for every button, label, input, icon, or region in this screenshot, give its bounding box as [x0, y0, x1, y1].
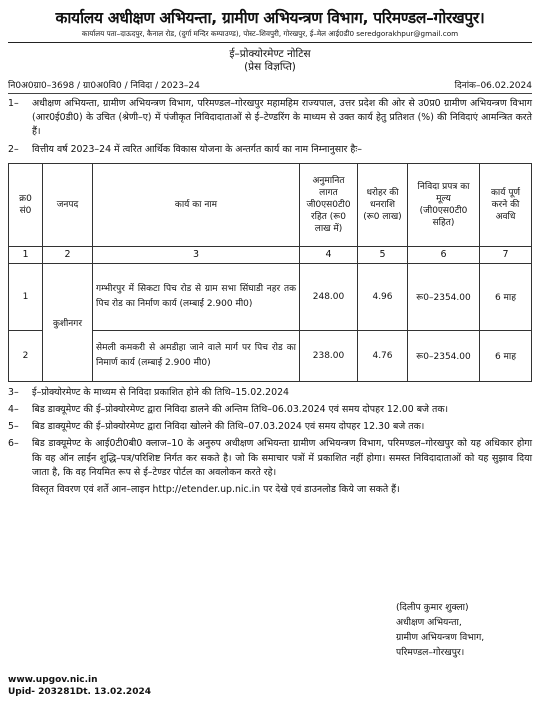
header-sno: क्र0 सं0: [9, 163, 43, 246]
row-cost: 238.00: [300, 330, 358, 381]
reference-row: [8, 78, 532, 94]
index-cell: 5: [358, 246, 408, 263]
row-work-name: सेमली कमकरी से अमडीहा जाने वाले मार्ग पर पिच रोड का निमार्ण कार्य (लम्बाई 2.900 मी0): [93, 330, 300, 381]
row-fee: रू0–2354.00: [408, 330, 480, 381]
row-fee: रू0–2354.00: [408, 263, 480, 330]
row-work-name: गम्भीरपुर में सिकटा पिच रोड से ग्राम सभा सिंघाडी नहर तक पिच रोड का निर्माण कार्य (लम्बाई 2.900 मी0): [93, 263, 300, 330]
paragraph-number: 2–: [8, 143, 19, 155]
index-cell: 2: [43, 246, 93, 263]
details-text: विस्तृत विवरण एवं शर्ते आन–लाइन http://etender.up.nic.in पर देखे एवं डाउनलोड किये जा सकते हैं।: [32, 484, 400, 496]
paragraph-number: 1–: [8, 98, 19, 109]
point-text: बिड डाक्यूमेण्ट की ई–प्रोक्योरमेण्ट द्वारा निविदा डालने की अन्तिम तिथि–06.03.2024 एवं समय दोपहर 12.00 बजे तक।: [32, 404, 449, 416]
reference-number: नि0अ0ग्रा0–3698 / ग्रा0अ0वि0 / निविदा / 2023–24: [8, 81, 200, 91]
table-header-row: [9, 163, 532, 246]
point-number: 4–: [8, 404, 19, 416]
paragraph-1: [8, 97, 532, 140]
header-work-name: कार्य का नाम: [93, 163, 300, 246]
header-deposit: धरोहर की धनराशि (रू0 लाख): [358, 163, 408, 246]
index-cell: 4: [300, 246, 358, 263]
point-4: [8, 403, 532, 417]
table-index-row: [9, 246, 532, 263]
office-title: कार्यालय अधीक्षण अभियन्ता, ग्रामीण अभियन्त्रण विभाग, परिमण्डल–गोरखपुर।: [55, 9, 485, 27]
point-number: 3–: [8, 386, 19, 398]
index-cell: 3: [93, 246, 300, 263]
header-estimated-cost: अनुमानित लागत जी0एस0टी0 रहित (रू0 लाख में): [300, 163, 358, 246]
footer-website: www.upgov.nic.in: [8, 675, 98, 685]
point-text: ई–प्रोक्योरमेण्ट के माध्यम से निविदा प्रकाशित होने की तिथि–15.02.2024: [32, 386, 290, 398]
point-text: बिड डाक्यूमेण्ट के आई0टी0बी0 क्लाज–10 के अनुरुप अधीक्षण अभियन्ता ग्रामीण अभियन्त्रण विभाग, परिमण्डल–गोरखपुर को यह अधिकार होगा कि वह ऑन लाईन शुद्धि–पत्र/परिशिष्ट निर्गत कर सकते है। जो कि समाचार पत्रों में प्रकाशित नहीं होगा। समस्त निविदादाताओं को यह सुझाव दिया जाता है, कि वह नियमित रूप से ई–टेण्डर पोर्टल का अवलोकन करते रहे।: [32, 438, 532, 478]
row-district: कुशीनगर: [43, 263, 93, 381]
point-5: [8, 420, 532, 434]
point-6: [8, 437, 532, 480]
header-tender-fee: निविदा प्रपत्र का मूल्य (जी0एस0टी0 सहित): [408, 163, 480, 246]
header-district: जनपद: [43, 163, 93, 246]
row-period: 6 माह: [480, 330, 532, 381]
point-text: बिड डाक्यूमेण्ट की ई–प्रोक्योरमेण्ट द्वारा निविदा खोलने की तिथि–07.03.2024 एवं समय दोपहर 12.30 बजे तक।: [32, 421, 425, 433]
signatory-circle: परिमण्डल–गोरखपुर।: [396, 647, 465, 658]
points-section: [8, 386, 532, 497]
paragraph-2: [8, 143, 532, 157]
row-period: 6 माह: [480, 263, 532, 330]
point-number: 6–: [8, 438, 19, 450]
signatory-designation: अधीक्षण अभियन्ता,: [396, 617, 462, 628]
paragraph-text: वित्तीय वर्ष 2023–24 में त्वरित आर्थिक विकास योजना के अन्तर्गत कार्य का नाम निम्नानुसार हैः–: [32, 143, 362, 155]
notice-heading: [8, 48, 532, 74]
index-cell: 7: [480, 246, 532, 263]
signatory-name: (दिलीप कुमार शुक्ला): [396, 602, 469, 613]
footer: [8, 674, 151, 698]
row-deposit: 4.96: [358, 263, 408, 330]
notice-title: ई–प्रोक्योरमेण्ट नोटिस: [229, 48, 311, 60]
footer-upid: Upid- 203281Dt. 13.02.2024: [8, 687, 151, 697]
table-row: [9, 263, 532, 330]
row-sno: 1: [9, 263, 43, 330]
point-number: [8, 483, 32, 497]
notice-date: दिनांक–06.02.2024: [454, 81, 532, 91]
row-deposit: 4.76: [358, 330, 408, 381]
paragraph-text: अधीक्षण अभियन्ता, ग्रामीण अभियन्त्रण विभाग, परिमण्डल–गोरखपुर महामहिम राज्यपाल, उत्तर प्रदेश की ओर से उ0प्र0 ग्रामीण अभियन्त्रण विभाग (आर0ई0डी0) के उचित (श्रेणी–ए) में पंजीकृत निविदादाताओं से ई–टेण्डरिंग के माध्यम से उक्त कार्य हेतु प्रतिशत (%) की निविदाएं आमन्त्रित करते हैं।: [32, 98, 532, 138]
header-period: कार्य पूर्ण करने की अवधि: [480, 163, 532, 246]
signature-block: [396, 600, 526, 660]
signatory-department: ग्रामीण अभियन्त्रण विभाग,: [396, 632, 485, 643]
works-table: [8, 163, 532, 382]
details-line: [8, 483, 532, 497]
point-3: [8, 386, 532, 400]
index-cell: 6: [408, 246, 480, 263]
notice-subtitle: (प्रेस विज्ञप्ति): [244, 61, 296, 73]
index-cell: 1: [9, 246, 43, 263]
row-cost: 248.00: [300, 263, 358, 330]
office-address: कार्यालय पता–दाऊदपुर, कैनाल रोड, (दुर्गा मन्दिर कम्पाउण्ड), पोस्ट–शिवपुरी, गोरखपुर, ई–मेल आई0डी0 seredgorakhpur@gmail.com: [8, 29, 532, 43]
row-sno: 2: [9, 330, 43, 381]
point-number: 5–: [8, 421, 19, 433]
